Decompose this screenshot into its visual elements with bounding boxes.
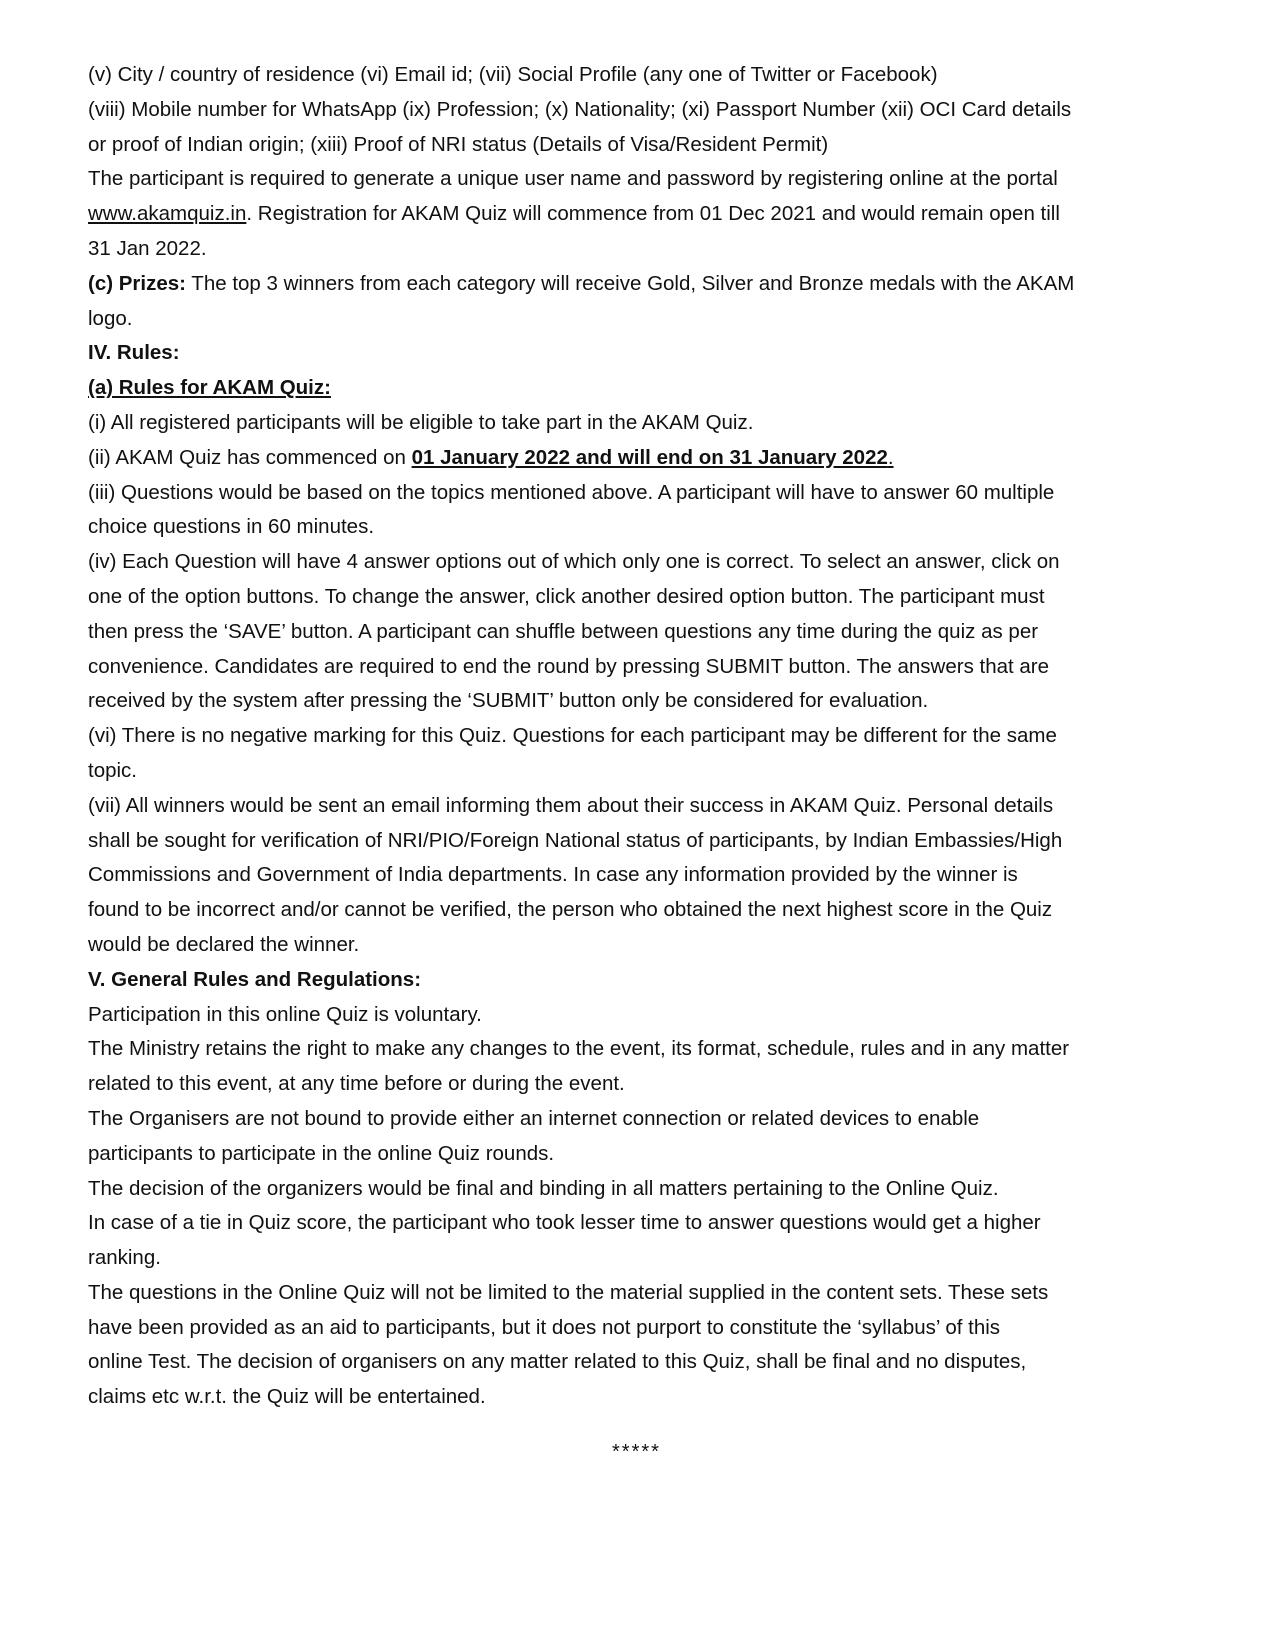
rule-item: shall be sought for verification of NRI/PIO/Foreign National status of participants, by Indian Embassies/High <box>88 828 1063 852</box>
registration-section <box>88 162 1155 266</box>
general-rule: In case of a tie in Quiz score, the participant who took lesser time to answer questions would get a higher <box>88 1211 1041 1235</box>
rules-heading: IV. Rules: <box>88 341 180 365</box>
general-rule: Participation in this online Quiz is voluntary. <box>88 1002 482 1026</box>
rule-item: convenience. Candidates are required to end the round by pressing SUBMIT button. The answers that are <box>88 654 1050 678</box>
rule-item: topic. <box>88 758 137 782</box>
rule-item: (i) All registered participants will be eligible to take part in the AKAM Quiz. <box>88 410 754 434</box>
general-rule: participants to participate in the online Quiz rounds. <box>88 1141 555 1165</box>
rule-item: would be declared the winner. <box>88 932 360 956</box>
text-span: The top 3 winners from each category will receive Gold, Silver and Bronze medals with the AKAM <box>185 271 1075 295</box>
general-rule: The questions in the Online Quiz will not be limited to the material supplied in the content sets. These sets <box>88 1280 1049 1304</box>
general-rule: The Ministry retains the right to make any changes to the event, its format, schedule, rules and in any matter <box>88 1037 1070 1061</box>
rule-item: Commissions and Government of India departments. In case any information provided by the winner is <box>88 863 1018 887</box>
text-span: . <box>887 445 894 469</box>
rule-item: (iv) Each Question will have 4 answer options out of which only one is correct. To select an answer, click on <box>88 550 1060 574</box>
general-rule: have been provided as an aid to participants, but it does not purport to constitute the ‘syllabus’ of this <box>88 1315 1001 1339</box>
rule-item: (vi) There is no negative marking for this Quiz. Questions for each participant may be different for the same <box>88 724 1057 748</box>
general-rule: related to this event, at any time before or during the event. <box>88 1072 625 1096</box>
text-line <box>88 197 1155 232</box>
rule-item: found to be incorrect and/or cannot be verified, the person who obtained the next highest score in the Quiz <box>88 898 1053 922</box>
general-rule: claims etc w.r.t. the Quiz will be entertained. <box>88 1385 486 1409</box>
general-rules-heading: V. General Rules and Regulations: <box>88 967 422 991</box>
general-rule: online Test. The decision of organisers on any matter related to this Quiz, shall be final and no disputes, <box>88 1350 1027 1374</box>
general-rules-section <box>88 963 1155 1415</box>
rule-item: (vii) All winners would be sent an email informing them about their success in AKAM Quiz. Personal details <box>88 793 1054 817</box>
quiz-rules-subheading: (a) Rules for AKAM Quiz: <box>88 376 331 400</box>
rule-item: then press the ‘SAVE’ button. A participant can shuffle between questions any time during the quiz as per <box>88 619 1039 643</box>
rule-item: received by the system after pressing the ‘SUBMIT’ button only be considered for evaluation. <box>88 689 929 713</box>
rules-section <box>88 336 1155 962</box>
rule-item: one of the option buttons. To change the answer, click another desired option button. The participant must <box>88 584 1045 608</box>
text-line: 31 Jan 2022. <box>88 236 207 260</box>
general-rule: ranking. <box>88 1246 161 1270</box>
registration-fields-section <box>88 58 1155 162</box>
text-span: (ii) AKAM Quiz has commenced on <box>88 445 412 469</box>
rule-item: (iii) Questions would be based on the topics mentioned above. A participant will have to answer 60 multiple <box>88 480 1055 504</box>
end-of-document-mark: ***** <box>612 1441 661 1464</box>
text-line: or proof of Indian origin; (xiii) Proof of NRI status (Details of Visa/Resident Permit) <box>88 132 829 156</box>
text-line: The participant is required to generate a unique user name and password by registering online at the portal <box>88 167 1058 191</box>
akamquiz-link[interactable]: www.akamquiz.in <box>88 202 247 226</box>
quiz-dates: 01 January 2022 and will end on 31 January 2022 <box>411 445 888 469</box>
rule-item: choice questions in 60 minutes. <box>88 515 375 539</box>
prizes-section <box>88 267 1155 337</box>
text-line: logo. <box>88 306 133 330</box>
rule-item <box>88 441 1155 476</box>
text-line: (viii) Mobile number for WhatsApp (ix) Profession; (x) Nationality; (xi) Passport Number (xii) OCI Card details <box>88 97 1072 121</box>
general-rule: The decision of the organizers would be final and binding in all matters pertaining to the Online Quiz. <box>88 1176 999 1200</box>
text-line: (v) City / country of residence (vi) Email id; (vii) Social Profile (any one of Twitter or Facebook) <box>88 63 938 86</box>
text-line <box>88 267 1155 302</box>
general-rule: The Organisers are not bound to provide either an internet connection or related devices to enable <box>88 1106 980 1130</box>
prizes-label: (c) Prizes: <box>88 271 186 295</box>
text-span: . Registration for AKAM Quiz will commence from 01 Dec 2021 and would remain open till <box>246 202 1060 226</box>
